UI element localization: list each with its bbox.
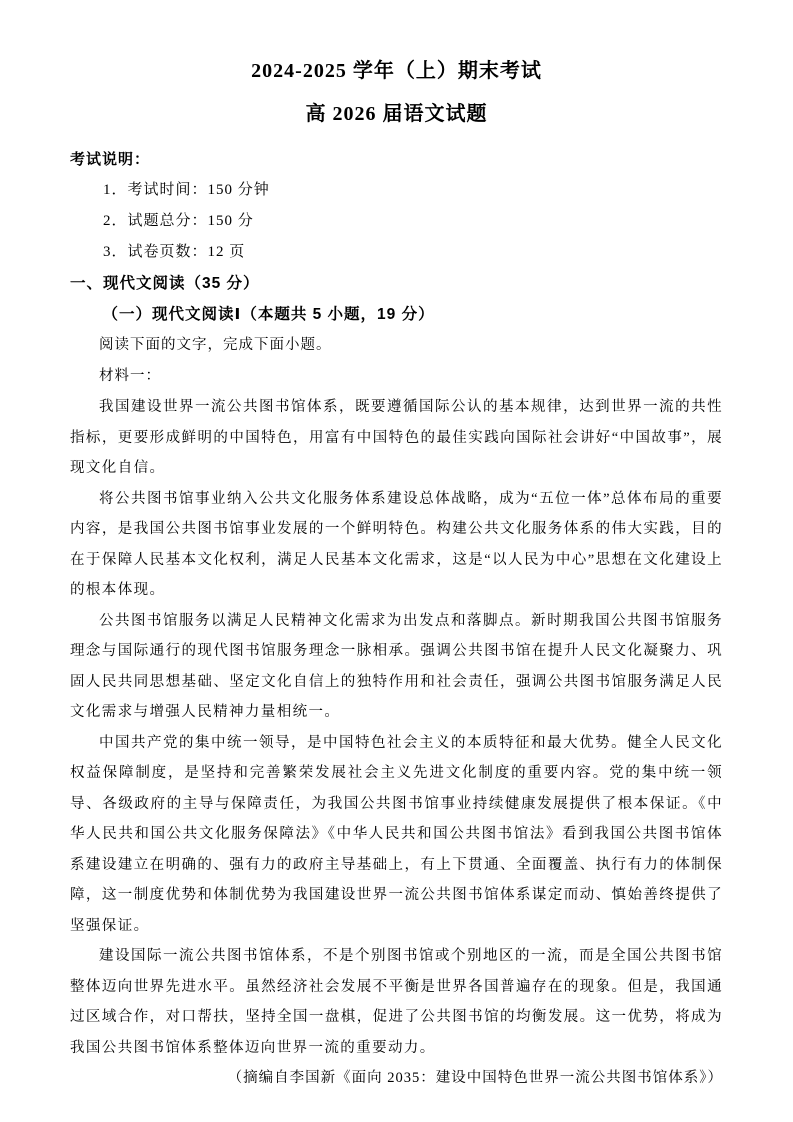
reading-instruction: 阅读下面的文字，完成下面小题。 (99, 337, 332, 353)
section-heading-modern-reading: 一、现代文阅读（35 分） (70, 275, 260, 292)
exam-note-item-time: 1．考试时间：150 分钟 (103, 182, 270, 198)
exam-note-item-pages: 3．试卷页数：12 页 (103, 244, 246, 260)
exam-note-item-score: 2．试题总分：150 分 (103, 213, 254, 229)
material-one-label: 材料一： (99, 368, 161, 384)
passage-paragraph-3: 公共图书馆服务以满足人民精神文化需求为出发点和落脚点。新时期我国公共图书馆服务理念与国际通行的现代图书馆服务理念一脉相承。强调公共图书馆在提升人民文化凝聚力、巩固人民共同思想基础、坚定文化自信上的独特作用和社会责任，强调公共图书馆服务满足人民文化需求与增强人民精神力量相统一。 (70, 612, 723, 720)
exam-title-line1: 2024-2025 学年（上）期末考试 (251, 60, 542, 82)
passage-paragraph-1: 我国建设世界一流公共图书馆体系，既要遵循国际公认的基本规律，达到世界一流的共性指标，更要形成鲜明的中国特色，用富有中国特色的最佳实践向国际社会讲好“中国故事”，展现文化自信。 (70, 399, 723, 476)
exam-body (70, 144, 723, 1094)
passage-paragraph-5: 建设国际一流公共图书馆体系，不是个别图书馆或个别地区的一流，而是全国公共图书馆整体迈向世界先进水平。虽然经济社会发展不平衡是世界各国普遍存在的现象。但是，我国通过区域合作，对口帮扶，坚持全国一盘棋，促进了公共图书馆的均衡发展。这一优势，将成为我国公共图书馆体系整体迈向世界一流的重要动力。 (70, 948, 723, 1056)
subsection-heading-reading-1: （一）现代文阅读Ⅰ（本题共 5 小题，19 分） (102, 306, 435, 323)
passage-paragraph-2: 将公共图书馆事业纳入公共文化服务体系建设总体战略，成为“五位一体”总体布局的重要内容，是我国公共图书馆事业发展的一个鲜明特色。构建公共文化服务体系的伟大实践，目的在于保障人民基本文化权利，满足人民基本文化需求，这是“以人民为中心”思想在文化建设上的根本体现。 (70, 490, 723, 598)
passage-attribution: （摘编自李国新《面向 2035：建设中国特色世界一流公共图书馆体系》） (227, 1070, 723, 1086)
exam-notes-heading: 考试说明： (70, 151, 151, 168)
exam-title-line2: 高 2026 届语文试题 (305, 103, 488, 125)
passage-paragraph-4: 中国共产党的集中统一领导，是中国特色社会主义的本质特征和最大优势。健全人民文化权益保障制度，是坚持和完善繁荣发展社会主义先进文化制度的重要内容。党的集中统一领导、各级政府的主导与保障责任，为我国公共图书馆事业持续健康发展提供了根本保证。《中华人民共和国公共文化服务保障法》《中华人民共和国公共图书馆法》看到我国公共图书馆体系建设建立在明确的、强有力的政府主导基础上，有上下贯通、全面覆盖、执行有力的体制保障，这一制度优势和体制优势为我国建设世界一流公共图书馆体系谋定而动、慎始善终提供了坚强保证。 (70, 734, 723, 934)
